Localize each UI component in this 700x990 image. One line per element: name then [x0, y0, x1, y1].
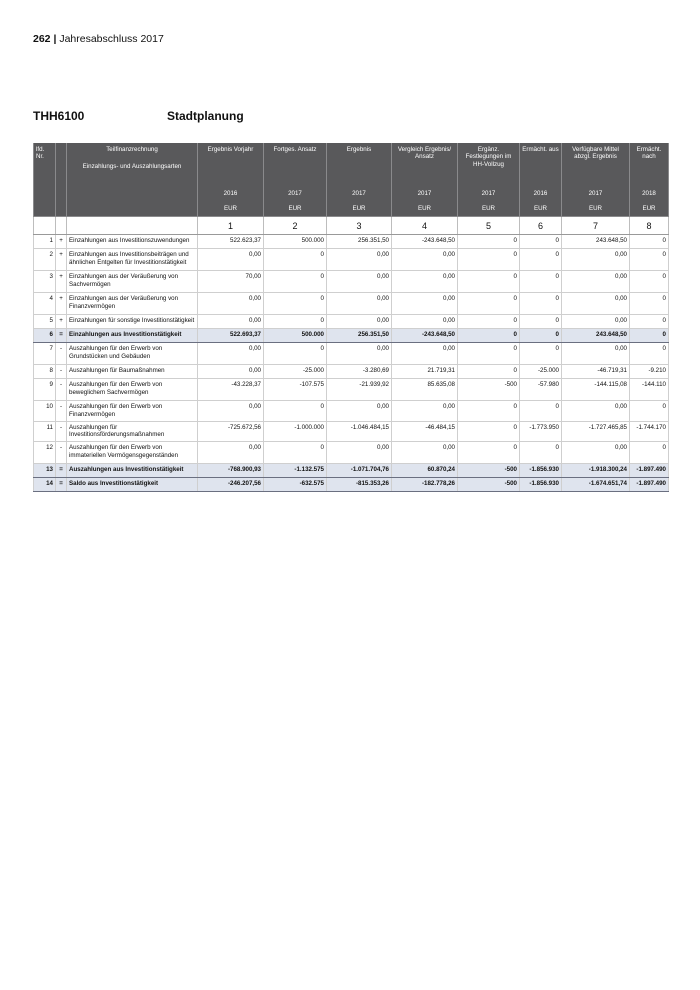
- header-col-unit: EUR: [327, 201, 392, 217]
- row-number: 8: [34, 365, 56, 379]
- row-value: 0: [630, 329, 669, 343]
- column-index: 7: [562, 217, 630, 235]
- row-number: 6: [34, 329, 56, 343]
- row-value: 0,00: [392, 249, 458, 271]
- row-value: 0: [264, 249, 327, 271]
- row-value: 0,00: [392, 442, 458, 464]
- row-label: Einzahlungen aus der Veräußerung von Sachvermögen: [67, 271, 198, 293]
- header-col-year: 2018: [630, 185, 669, 201]
- header-col-year: 2017: [392, 185, 458, 201]
- row-label: Auszahlungen für den Erwerb von Finanzvermögen: [67, 401, 198, 422]
- row-value: -21.939,92: [327, 379, 392, 401]
- header-spacer: [34, 201, 56, 217]
- row-number: 12: [34, 442, 56, 464]
- section-title: Stadtplanung: [167, 109, 244, 123]
- row-value: -725.672,56: [198, 421, 264, 442]
- row-label: Auszahlungen für den Erwerb von beweglichem Sachvermögen: [67, 379, 198, 401]
- header-col-unit: EUR: [562, 201, 630, 217]
- row-value: -1.773.950: [520, 421, 562, 442]
- row-number: 10: [34, 401, 56, 422]
- row-value: 21.719,31: [392, 365, 458, 379]
- row-number: 9: [34, 379, 56, 401]
- header-col-year: 2017: [264, 185, 327, 201]
- row-value: 0,00: [562, 343, 630, 365]
- row-value: 0,00: [392, 343, 458, 365]
- row-value: -1.744.170: [630, 421, 669, 442]
- header-col-title: Vergleich Ergebnis/ Ansatz: [392, 143, 458, 185]
- row-value: 0: [264, 271, 327, 293]
- row-value: 0,00: [392, 315, 458, 329]
- page-header: [33, 33, 164, 45]
- row-value: -243.648,50: [392, 235, 458, 249]
- row-value: -9.210: [630, 365, 669, 379]
- header-col-unit: EUR: [520, 201, 562, 217]
- row-label: Einzahlungen aus Investitionsbeiträgen und ähnlichen Entgelten für Investitionstätigkeit: [67, 249, 198, 271]
- header-spacer: [34, 185, 56, 201]
- row-value: -182.778,26: [392, 478, 458, 492]
- column-index: 1: [198, 217, 264, 235]
- header-spacer: [67, 201, 198, 217]
- row-value: 0: [458, 293, 520, 315]
- header-col-unit: EUR: [198, 201, 264, 217]
- table-header: [34, 143, 669, 235]
- row-value: -1.132.575: [264, 464, 327, 478]
- table-row: [34, 315, 669, 329]
- row-value: 0: [630, 442, 669, 464]
- row-value: 0,00: [327, 293, 392, 315]
- row-value: 0,00: [392, 293, 458, 315]
- row-value: -46.719,31: [562, 365, 630, 379]
- header-col-unit: EUR: [264, 201, 327, 217]
- row-value: 0: [458, 271, 520, 293]
- row-value: 0,00: [198, 249, 264, 271]
- row-value: 0: [520, 235, 562, 249]
- header-col-title: Ermächt. aus: [520, 143, 562, 185]
- row-value: 0,00: [562, 315, 630, 329]
- header-col-title: Ergebnis: [327, 143, 392, 185]
- row-label: Auszahlungen für den Erwerb von Grundstücken und Gebäuden: [67, 343, 198, 365]
- row-value: 0,00: [562, 249, 630, 271]
- row-value: 0: [458, 401, 520, 422]
- header-col-unit: EUR: [630, 201, 669, 217]
- row-value: -246.207,56: [198, 478, 264, 492]
- row-value: 0,00: [327, 271, 392, 293]
- row-label: Auszahlungen für den Erwerb von immateriellen Vermögensgegenständen: [67, 442, 198, 464]
- row-value: 500.000: [264, 329, 327, 343]
- row-value: 0: [264, 442, 327, 464]
- row-value: 0,00: [198, 343, 264, 365]
- column-index: 8: [630, 217, 669, 235]
- row-value: 0: [520, 401, 562, 422]
- row-value: -46.484,15: [392, 421, 458, 442]
- index-spacer: [67, 217, 198, 235]
- row-value: -243.648,50: [392, 329, 458, 343]
- row-value: 0,00: [327, 249, 392, 271]
- row-value: -632.575: [264, 478, 327, 492]
- row-value: 0,00: [198, 401, 264, 422]
- table-row: [34, 271, 669, 293]
- row-value: 0,00: [327, 442, 392, 464]
- header-label: [67, 143, 198, 185]
- column-index: 2: [264, 217, 327, 235]
- row-value: 0,00: [327, 401, 392, 422]
- row-value: -57.980: [520, 379, 562, 401]
- row-value: 0: [630, 343, 669, 365]
- header-col-year: 2016: [198, 185, 264, 201]
- table-row: [34, 343, 669, 365]
- row-value: -815.353,26: [327, 478, 392, 492]
- row-sign: +: [56, 293, 67, 315]
- row-sign: +: [56, 271, 67, 293]
- row-value: 243.648,50: [562, 235, 630, 249]
- row-sign: -: [56, 379, 67, 401]
- row-value: 243.648,50: [562, 329, 630, 343]
- row-value: -144.110: [630, 379, 669, 401]
- row-number: 5: [34, 315, 56, 329]
- row-sign: +: [56, 249, 67, 271]
- header-col-unit: EUR: [392, 201, 458, 217]
- header-col-year: 2017: [458, 185, 520, 201]
- row-sign: =: [56, 478, 67, 492]
- row-value: 70,00: [198, 271, 264, 293]
- row-value: -500: [458, 379, 520, 401]
- row-sign: -: [56, 421, 67, 442]
- row-value: -1.856.930: [520, 464, 562, 478]
- row-value: -144.115,08: [562, 379, 630, 401]
- row-value: 0: [520, 271, 562, 293]
- row-value: -500: [458, 478, 520, 492]
- row-value: -1.727.465,85: [562, 421, 630, 442]
- row-value: 0: [264, 293, 327, 315]
- row-value: 0: [458, 365, 520, 379]
- row-sign: -: [56, 365, 67, 379]
- row-value: 0: [520, 293, 562, 315]
- row-value: 0: [458, 329, 520, 343]
- row-value: 0: [520, 343, 562, 365]
- row-value: 0: [630, 249, 669, 271]
- row-value: -500: [458, 464, 520, 478]
- row-value: -25.000: [520, 365, 562, 379]
- row-sign: +: [56, 315, 67, 329]
- row-label: Einzahlungen aus Investitionstätigkeit: [67, 329, 198, 343]
- header-label-line1: Teilfinanzrechnung: [106, 146, 158, 153]
- row-value: 0,00: [198, 315, 264, 329]
- row-value: 0,00: [198, 365, 264, 379]
- row-number: 11: [34, 421, 56, 442]
- row-value: 0,00: [327, 343, 392, 365]
- row-value: -768.900,93: [198, 464, 264, 478]
- index-spacer: [56, 217, 67, 235]
- table-row: [34, 249, 669, 271]
- table-row-sum: [34, 478, 669, 492]
- header-col-year: 2016: [520, 185, 562, 201]
- row-value: -43.228,37: [198, 379, 264, 401]
- row-value: 0,00: [562, 442, 630, 464]
- table-row: [34, 235, 669, 249]
- row-value: 0,00: [198, 293, 264, 315]
- row-value: 0: [458, 235, 520, 249]
- header-col-title: Ermächt. nach: [630, 143, 669, 185]
- row-value: -107.575: [264, 379, 327, 401]
- row-sign: -: [56, 442, 67, 464]
- row-value: 522.693,37: [198, 329, 264, 343]
- table-row: [34, 365, 669, 379]
- row-value: 0: [264, 343, 327, 365]
- row-value: 0: [264, 401, 327, 422]
- header-spacer: [56, 185, 67, 201]
- row-value: 0: [520, 315, 562, 329]
- row-label: Auszahlungen für Investitionsförderungsmaßnahmen: [67, 421, 198, 442]
- row-label: Saldo aus Investitionstätigkeit: [67, 478, 198, 492]
- row-value: 0: [630, 235, 669, 249]
- row-sign: -: [56, 401, 67, 422]
- row-value: 0,00: [562, 293, 630, 315]
- table-row: [34, 442, 669, 464]
- header-nr: lfd. Nr.: [34, 143, 56, 185]
- table-body: [34, 235, 669, 492]
- column-index: 5: [458, 217, 520, 235]
- row-value: 256.351,50: [327, 329, 392, 343]
- row-number: 4: [34, 293, 56, 315]
- row-value: 0,00: [392, 401, 458, 422]
- table-row: [34, 421, 669, 442]
- table-row: [34, 401, 669, 422]
- row-value: -1.674.651,74: [562, 478, 630, 492]
- row-number: 7: [34, 343, 56, 365]
- column-index: 3: [327, 217, 392, 235]
- row-value: 0: [458, 442, 520, 464]
- header-col-year: 2017: [562, 185, 630, 201]
- row-value: 60.870,24: [392, 464, 458, 478]
- row-value: 0: [520, 249, 562, 271]
- row-value: -1.897.490: [630, 464, 669, 478]
- row-number: 14: [34, 478, 56, 492]
- table-row-sum: [34, 329, 669, 343]
- row-value: 0: [630, 401, 669, 422]
- header-spacer: [67, 185, 198, 201]
- header-col-title: Fortges. Ansatz: [264, 143, 327, 185]
- table-row-sum: [34, 464, 669, 478]
- row-number: 13: [34, 464, 56, 478]
- row-value: 0,00: [562, 271, 630, 293]
- row-value: 500.000: [264, 235, 327, 249]
- row-value: -1.071.704,76: [327, 464, 392, 478]
- finance-table: [33, 143, 669, 492]
- row-value: 256.351,50: [327, 235, 392, 249]
- row-value: 0: [520, 329, 562, 343]
- row-value: -1.897.490: [630, 478, 669, 492]
- section-code: THH6100: [33, 109, 85, 123]
- row-value: -3.280,69: [327, 365, 392, 379]
- header-col-year: 2017: [327, 185, 392, 201]
- row-value: 522.623,37: [198, 235, 264, 249]
- row-sign: -: [56, 343, 67, 365]
- row-value: 0: [458, 343, 520, 365]
- row-value: 0,00: [392, 271, 458, 293]
- row-value: -25.000: [264, 365, 327, 379]
- column-index: 4: [392, 217, 458, 235]
- row-number: 1: [34, 235, 56, 249]
- header-label-line2: Einzahlungs- und Auszahlungsarten: [82, 163, 182, 171]
- row-value: 0: [458, 249, 520, 271]
- row-value: 0: [630, 315, 669, 329]
- row-value: 85.635,08: [392, 379, 458, 401]
- row-value: 0,00: [198, 442, 264, 464]
- header-col-title: Ergänz. Festlegungen im HH-Vollzug: [458, 143, 520, 185]
- page-number: 262: [33, 33, 51, 45]
- row-sign: =: [56, 464, 67, 478]
- column-index: 6: [520, 217, 562, 235]
- row-value: 0: [458, 421, 520, 442]
- header-sign: [56, 143, 67, 185]
- table-row: [34, 293, 669, 315]
- row-value: 0,00: [562, 401, 630, 422]
- row-value: 0: [630, 293, 669, 315]
- row-value: 0: [264, 315, 327, 329]
- header-separator: |: [53, 33, 57, 45]
- document-title: Jahresabschluss 2017: [59, 33, 164, 45]
- header-col-title: Verfügbare Mittel abzgl. Ergebnis: [562, 143, 630, 185]
- header-spacer: [56, 201, 67, 217]
- row-label: Einzahlungen aus der Veräußerung von Finanzvermögen: [67, 293, 198, 315]
- row-value: 0: [458, 315, 520, 329]
- row-value: -1.856.930: [520, 478, 562, 492]
- table-row: [34, 379, 669, 401]
- row-value: -1.000.000: [264, 421, 327, 442]
- row-number: 3: [34, 271, 56, 293]
- index-spacer: [34, 217, 56, 235]
- row-label: Einzahlungen für sonstige Investitionstätigkeit: [67, 315, 198, 329]
- row-sign: =: [56, 329, 67, 343]
- row-number: 2: [34, 249, 56, 271]
- row-label: Auszahlungen aus Investitionstätigkeit: [67, 464, 198, 478]
- row-value: 0,00: [327, 315, 392, 329]
- row-value: -1.918.300,24: [562, 464, 630, 478]
- header-col-title: Ergebnis Vorjahr: [198, 143, 264, 185]
- row-value: -1.046.484,15: [327, 421, 392, 442]
- header-col-unit: EUR: [458, 201, 520, 217]
- row-value: 0: [520, 442, 562, 464]
- row-label: Einzahlungen aus Investitionszuwendungen: [67, 235, 198, 249]
- row-value: 0: [630, 271, 669, 293]
- row-label: Auszahlungen für Baumaßnahmen: [67, 365, 198, 379]
- row-sign: +: [56, 235, 67, 249]
